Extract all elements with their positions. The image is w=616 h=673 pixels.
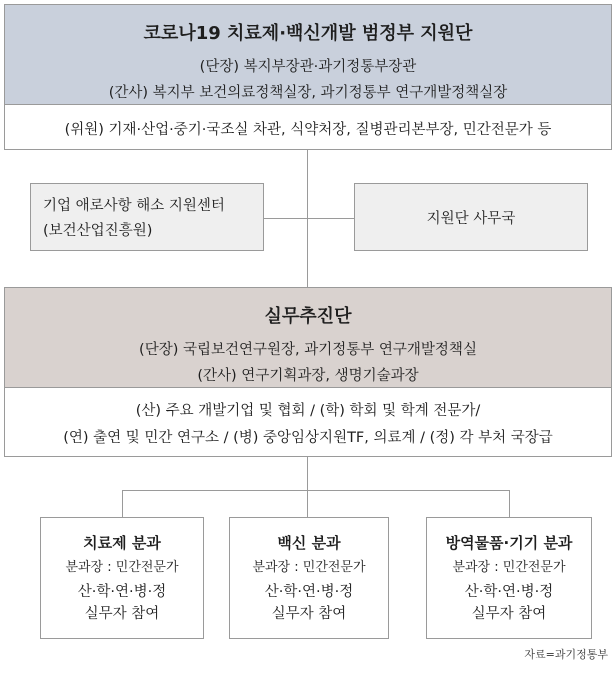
subcommittee-quarantine-supplies: [426, 517, 592, 639]
working-group-members-line2: (연) 출연 및 민간 연구소 / (병) 중앙임상지원TF, 의료계 / (정) 각 부처 국장급: [63, 430, 553, 446]
working-group-members-line1: (산) 주요 개발기업 및 협회 / (학) 학회 및 학계 전문가/: [135, 403, 481, 419]
working-group-members-box: [4, 387, 612, 457]
source-credit: 자료=과기정통부: [524, 648, 608, 661]
connector-wg-down: [307, 457, 308, 490]
working-group-title: 실무추진단: [264, 306, 352, 327]
connector-left-box: [264, 218, 307, 219]
subcommittee-chair: 분과장 : 민간전문가: [65, 560, 179, 575]
task-force-leader: (단장) 복지부장관·과기정통부장관: [199, 59, 417, 75]
secretariat-name: 지원단 사무국: [426, 210, 516, 227]
connector-right-box: [308, 218, 354, 219]
task-force-members-box: [4, 104, 612, 150]
subcommittee-participation: 실무자 참여: [271, 606, 347, 622]
subcommittee-participants: 산·학·연·병·정: [77, 584, 167, 600]
subcommittee-chair: 분과장 : 민간전문가: [452, 560, 566, 575]
working-group-leader: (단장) 국립보건연구원장, 과기정통부 연구개발정책실: [139, 342, 477, 358]
secretariat-box: [354, 183, 588, 251]
subcommittee-participation: 실무자 참여: [84, 606, 160, 622]
working-group-secretary: (간사) 연구기획과장, 생명기술과장: [197, 368, 419, 384]
subcommittee-participation: 실무자 참여: [471, 606, 547, 622]
working-group-header: [4, 287, 612, 387]
support-center-box: [30, 183, 264, 251]
task-force-secretary: (간사) 복지부 보건의료정책실장, 과기정통부 연구개발정책실장: [108, 85, 508, 101]
connector-sub-2: [307, 490, 308, 517]
subcommittee-name: 방역물품·기기 분과: [445, 534, 573, 552]
subcommittee-participants: 산·학·연·병·정: [464, 584, 554, 600]
subcommittee-chair: 분과장 : 민간전문가: [252, 560, 366, 575]
subcommittee-name: 치료제 분과: [83, 534, 161, 552]
connector-sub-3: [509, 490, 510, 517]
subcommittee-participants: 산·학·연·병·정: [264, 584, 354, 600]
support-center-name: 기업 애로사항 해소 지원센터: [43, 198, 225, 214]
subcommittee-vaccine: [229, 517, 389, 639]
task-force-header: [4, 4, 612, 104]
connector-sub-1: [122, 490, 123, 517]
task-force-title: 코로나19 치료제·백신개발 범정부 지원단: [143, 23, 473, 44]
support-center-org: (보건산업진흥원): [43, 223, 153, 239]
task-force-members: (위원) 기재·산업·중기·국조실 차관, 식약처장, 질병관리본부장, 민간전문가 등: [64, 122, 552, 138]
subcommittee-name: 백신 분과: [277, 534, 341, 552]
connector-horizontal-bus: [122, 490, 510, 491]
subcommittee-therapeutics: [40, 517, 204, 639]
